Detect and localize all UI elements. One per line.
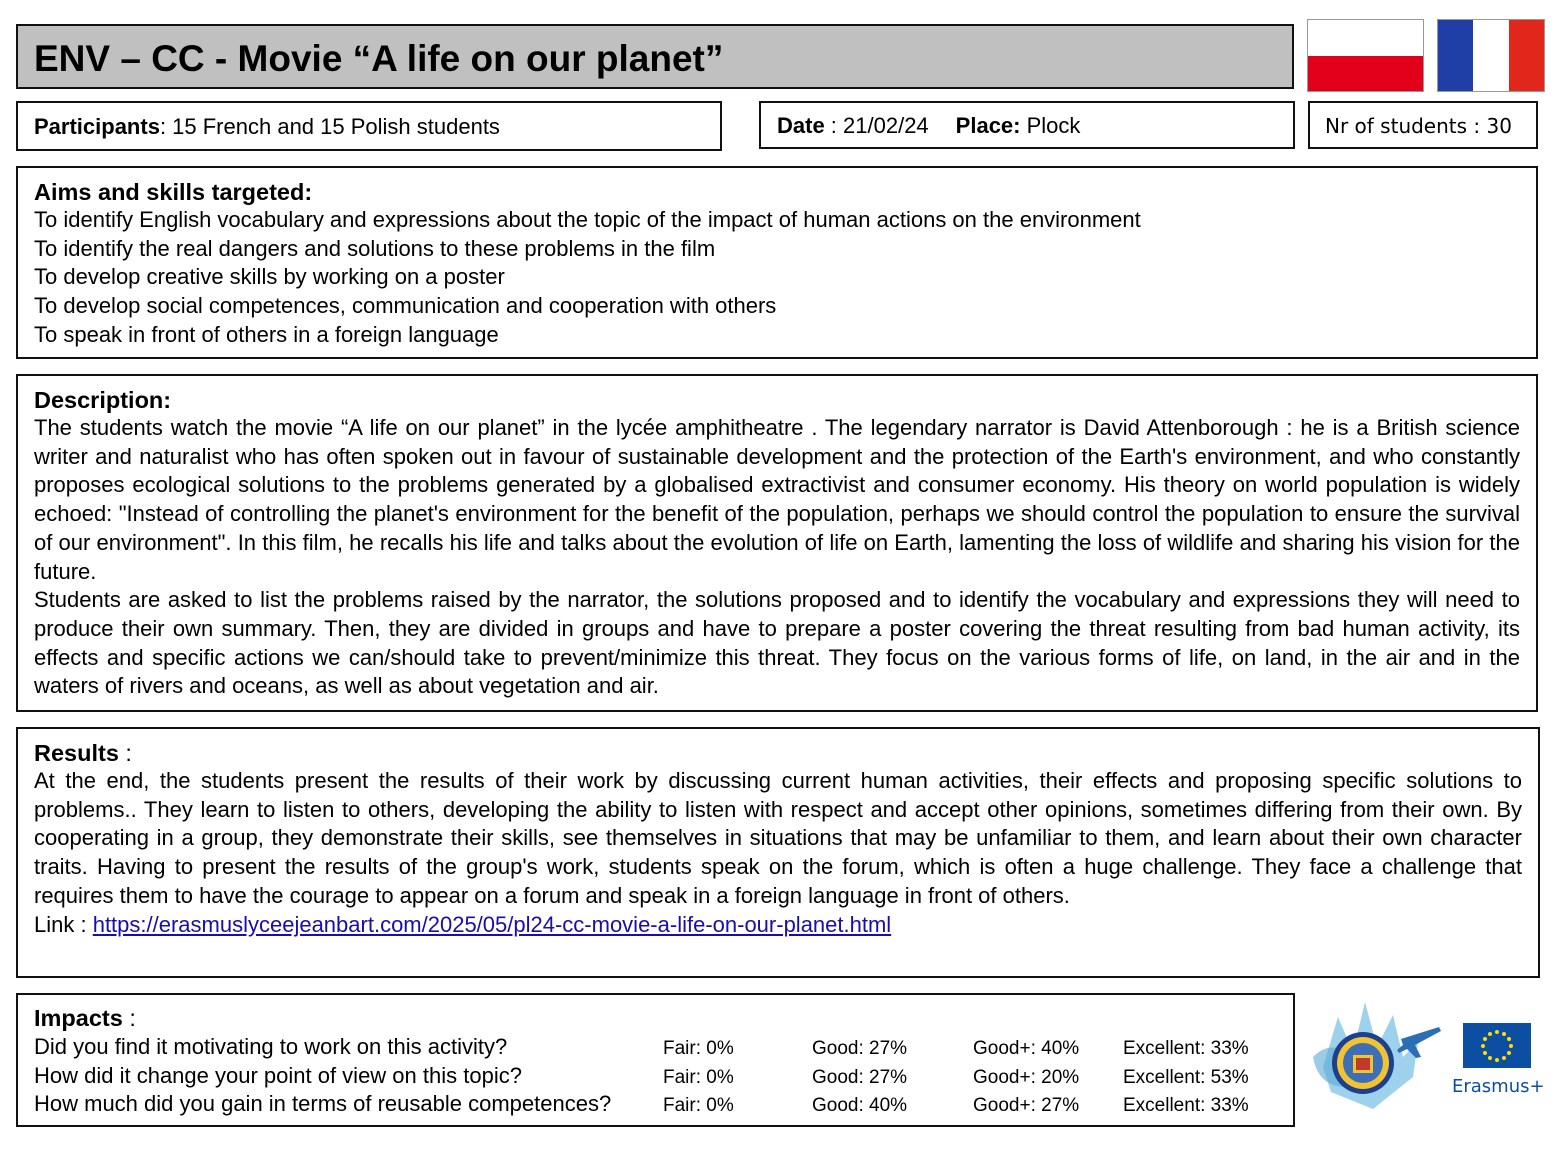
aims-section — [16, 166, 1538, 359]
title-banner — [16, 24, 1294, 89]
impacts-colon: : — [122, 1005, 136, 1031]
impact-goodplus: Good+: 20% — [973, 1066, 1080, 1088]
impact-question: Did you find it motivating to work on this activity? — [34, 1034, 508, 1059]
impact-goodplus: Good+: 27% — [973, 1095, 1080, 1117]
page-title: ENV – CC - Movie “A life on our planet” — [34, 38, 724, 79]
impact-fair: Fair: 0% — [663, 1038, 734, 1059]
erasmus-label: Erasmus+ — [1452, 1076, 1545, 1097]
impact-excellent: Excellent: 33% — [1123, 1095, 1249, 1117]
place-value: Plock — [1020, 113, 1081, 138]
school-badge-icon — [1303, 997, 1443, 1112]
date-label: Date — [777, 113, 825, 138]
aims-item: To identify English vocabulary and expressions about the topic of the impact of human actions on the environment — [34, 207, 1141, 232]
description-section — [16, 374, 1538, 712]
impact-fair: Fair: 0% — [663, 1095, 734, 1117]
impact-question: How did it change your point of view on this topic? — [34, 1062, 522, 1088]
results-colon: : — [118, 740, 132, 766]
impact-good: Good: 27% — [812, 1066, 908, 1088]
description-title: Description: — [34, 387, 172, 413]
description-paragraph: The students watch the movie “A life on our planet” in the lycée amphitheatre . The legendary narrator is David Attenborough : he is a British science writer and naturalist who has often spoken out in favour of sustainable development and the protection of the Earth's environment, and who constantly proposes ecological solutions to the problems generated by a globalised extractivist and consumer economy. His theory on world population is widely echoed: "Instead of controlling the planet's environment for the benefit of the population, perhaps we should control the population to ensure the survival of our environment". In this film, he recalls his life and talks about the evolution of life on Earth, lamenting the loss of wildlife and sharing his vision for the future. — [34, 415, 1520, 584]
participants-value: : 15 French and 15 Polish students — [159, 114, 500, 139]
aims-item: To identify the real dangers and solutions to these problems in the film — [34, 235, 716, 261]
poland-flag-icon — [1307, 19, 1424, 92]
impact-excellent: Excellent: 33% — [1123, 1038, 1249, 1059]
impacts-section — [16, 993, 1295, 1127]
aims-item: To develop social competences, communication and cooperation with others — [34, 293, 777, 319]
place-label: Place: — [955, 113, 1021, 138]
participants-label: Participants — [34, 114, 160, 139]
aims-item: To speak in front of others in a foreign language — [34, 321, 499, 347]
impact-excellent: Excellent: 53% — [1123, 1066, 1249, 1088]
impact-row — [34, 1089, 1277, 1118]
impact-good: Good: 40% — [812, 1095, 908, 1117]
erasmus-logo — [1450, 1023, 1550, 1103]
impacts-title: Impacts — [34, 1005, 123, 1031]
france-flag-icon — [1437, 19, 1545, 92]
participants-box — [16, 101, 722, 151]
link-label: Link : — [34, 911, 93, 937]
impact-fair: Fair: 0% — [663, 1066, 734, 1088]
results-text: At the end, the students present the results of their work by discussing current human activities, their effects and proposing specific solutions to problems.. They learn to listen to others, developing the ability to listen with respect and accept other opinions, sometimes differing from their own. By cooperating in a group, they demonstrate their skills, see themselves in situations that may be unfamiliar to them, and learn about their own character traits. Having to present the results of the group's work, students speak on the forum, which is often a huge challenge. They face a challenge that requires them to have the courage to appear on a forum and speak in a foreign language in front of others. — [34, 768, 1522, 908]
aims-item: To develop creative skills by working on a poster — [34, 264, 505, 290]
impact-good: Good: 27% — [812, 1038, 908, 1059]
nr-students-text: Nr of students : 30 — [1325, 114, 1512, 138]
aims-title: Aims and skills targeted: — [34, 179, 313, 205]
impact-row — [34, 1061, 1277, 1090]
eu-flag-icon — [1463, 1023, 1531, 1068]
date-value: : 21/02/24 — [824, 113, 929, 138]
nr-students-box — [1308, 101, 1538, 149]
impact-row — [34, 1032, 1277, 1061]
results-link[interactable]: https://erasmuslyceejeanbart.com/2025/05/pl24-cc-movie-a-life-on-our-planet.html — [92, 911, 892, 937]
description-paragraph: Students are asked to list the problems raised by the narrator, the solutions proposed and to identify the vocabulary and expressions they will need to produce their own summary. Then, they are divided in groups and have to prepare a poster covering the threat resulting from bad human activity, its effects and specific actions we can/should take to prevent/minimize this threat. They focus on the various forms of life, on land, in the air and in the waters of rivers and oceans, as well as about vegetation and air. — [34, 587, 1520, 699]
impact-question: How much did you gain in terms of reusable competences? — [34, 1091, 612, 1117]
results-section — [16, 727, 1540, 978]
impact-goodplus: Good+: 40% — [973, 1038, 1080, 1059]
results-title: Results — [34, 740, 119, 766]
date-place-box — [759, 101, 1295, 149]
